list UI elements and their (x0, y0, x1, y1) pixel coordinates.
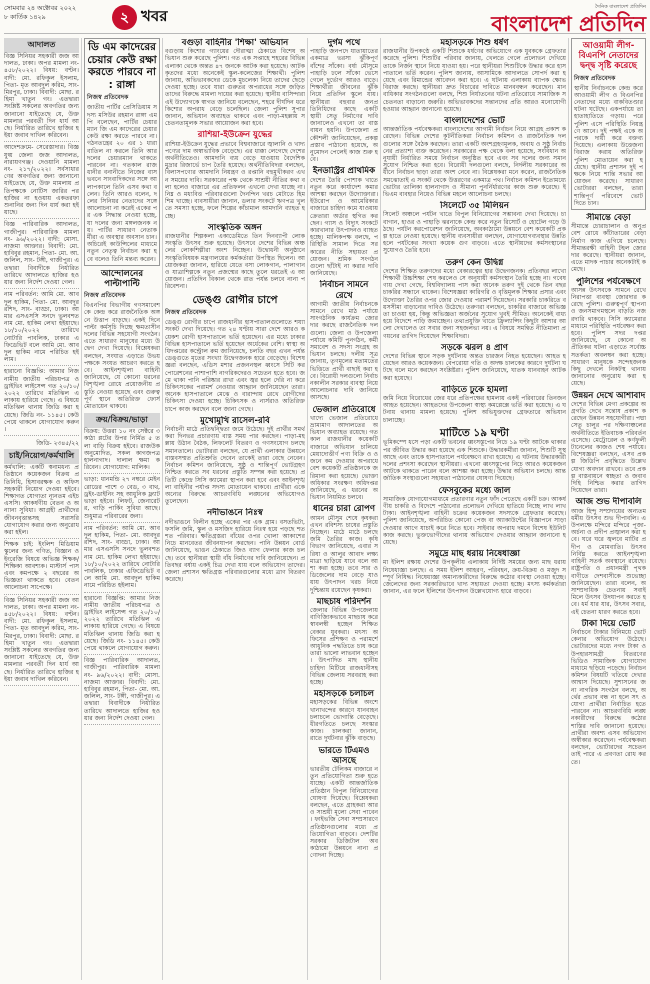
article-body: স্থানীয় নির্বাচনকে কেন্দ্র করে আওয়ামী লীগ ও বিএনপির নেতাদের মধ্যে বাকবিতণ্ডার ঘটনা ঘটেছে। একপর্যায়ে তা হাতাহাতিতে গড়ায়। পরে পুলিশ এসে পরিস্থিতি নিয়ন্ত্রণে আনে। দুই পক্ষই একে অপরকে দায়ী করে বক্তব্য দিয়েছে। এলাকায় উত্তেজনা বিরাজ করায় অতিরিক্ত পুলিশ মোতায়েন করা হয়েছে। স্থানীয় প্রশাসন দুই পক্ষকে নিয়ে শান্তি সভার আয়োজন করেছে। সাধারণ ভোটাররা বলছেন, তারা শান্তিপূর্ণ পরিবেশে ভোট দিতে চান। (574, 84, 643, 207)
headline: ধানের চারা রোপণ (312, 504, 375, 515)
headline: ফেসবুকের মধ্যে জাল (438, 485, 511, 496)
column-rule (162, 38, 163, 980)
article (383, 258, 566, 340)
article-body: ডেঙ্গু রোগীর চাপে রাজধানীর হাসপাতালগুলোতে শয্যা সংকট দেখা দিয়েছে। গত ২৪ ঘণ্টায় সারা দেশে আরও কয়েকশ রোগী হাসপাতালে ভর্তি হয়েছেন। এর মধ্যে ঢাকার বিভিন্ন হাসপাতালে ভর্তি হয়েছেন অর্ধেকের বেশি। স্বাস্থ্য অধিদপ্তরের কন্ট্রোল রুম জানিয়েছে, চলতি বছর এখন পর্যন্ত ডেঙ্গুতে মৃতের সংখ্যা উদ্বেগজনক হারে বেড়েছে। বিশেষজ্ঞরা বলছেন, এডিস মশার প্রজননস্থল ধ্বংসে সিটি করপোরেশনের পাশাপাশি নাগরিকদেরও সচেতন হতে হবে। জমে থাকা পানি পরিষ্কার রাখা এবং জ্বর হলে দেরি না করে চিকিৎসকের পরামর্শ নেওয়ার আহ্বান জানিয়েছেন তারা। অনেক হাসপাতালে মেঝে ও বারান্দায় রেখে রোগীদের চিকিৎসা দেওয়া হচ্ছে। চিকিৎসক ও নার্সরাও অতিরিক্ত চাপে কাজ করছেন বলে জানা গেছে। (165, 319, 305, 413)
article (571, 619, 646, 766)
article (310, 38, 378, 163)
article (383, 427, 566, 483)
column-rule (380, 38, 381, 980)
column-2 (84, 38, 160, 980)
article (165, 223, 305, 291)
article-body: আজ হিন্দু সম্প্রদায়ের অন্যতম ধর্মীয় উৎসব শুভ দীপাবলি। এ উপলক্ষে মন্দিরে মন্দিরে পূজা-অর্চনা ও প্রদীপ প্রজ্বালন করা হবে। ঘরে ঘরে জ্বলবে মাটির প্রদীপ ও মোমবাতি। উৎসব নির্বিঘ্ন করতে আইনশৃঙ্খলা বাহিনী সতর্ক অবস্থানে রয়েছে। রাষ্ট্রপতি ও প্রধানমন্ত্রী পৃথক বাণীতে দেশবাসীকে শুভেচ্ছা জানিয়েছেন। তারা বলেন, অসাম্প্রদায়িক চেতনায় সবাই মিলে উৎসব উদযাপন করতে হবে। ধর্ম যার যার, উৎসব সবার, এই চেতনা ধারণ করতে হবে। (571, 507, 646, 616)
headline: বাড়িতে ঢুকে হামলা (441, 384, 508, 395)
article-body: জমি নিয়ে বিরোধের জের ধরে প্রতিপক্ষের হামলায় একই পরিবারের তিনজন আহত হয়েছেন। আহতদের উপজেলা স্বাস্থ্য কমপ্লেক্সে ভর্তি করা হয়েছে। এ ঘটনায় থানায় মামলা হয়েছে। পুলিশ অভিযুক্তদের গ্রেফতারে অভিযান চালাচ্ছে। (383, 395, 566, 424)
headline: রাশিয়া-ইউক্রেন যুদ্ধের (197, 130, 273, 141)
article (310, 405, 378, 502)
classified-item: হারানো বিজ্ঞপ্তি: আমার নিজ নামীয় জাতীয় পরিচয়পত্র ও ড্রাইভিং লাইসেন্স গত ২০/১০/২০২২ তারিখে মতিঝিল এলাকায় হারিয়ে গেছে। এ বিষয়ে মতিঝিল থানায় জিডি করা হয়েছে। জিডি নং- ১১৪৫। কেউ পেয়ে থাকলে যোগাযোগ করুন। (84, 595, 160, 656)
article (383, 116, 566, 198)
headline: সমুদ্রে মাছ ধরায় নিষেধাজ্ঞা (429, 549, 520, 560)
article (571, 277, 646, 388)
headline: নির্বাচন সামনে রেখে (319, 280, 369, 301)
headline: ডি এম কাদেরের চেয়ার কেউ রক্ষা করতে পারবে না : রাঙ্গা (87, 41, 157, 91)
article-body: জেলার বিভিন্ন উপজেলায় বাণিজ্যিকভাবে মাছচাষ করে স্বাবলম্বী হচ্ছেন শিক্ষিত বেকার যুবকরা। মৎস্য অফিসের প্রশিক্ষণ ও পরামর্শে আধুনিক পদ্ধতিতে চাষ করে তারা ভালো লাভবান হচ্ছেন। উৎপাদিত মাছ স্থানীয় চাহিদা মিটিয়ে রাজধানীসহ বিভিন্ন জেলায় সরবরাহ করা হচ্ছে। (310, 606, 378, 686)
classified-heading: চাই/নিয়োগ/কর্মখালি (4, 449, 79, 464)
article (383, 201, 566, 254)
article (310, 280, 378, 401)
article (383, 343, 566, 382)
classified-item: শিক্ষক চাই: ইংলিশ মিডিয়াম স্কুলের জন্য গণিত, বিজ্ঞান ও ইংরেজি বিষয়ে অভিজ্ঞ শিক্ষক/শিক্ষিকা আবশ্যক। মাস্টার্স পাস এবং কমপক্ষে ২ বছরের অভিজ্ঞতা থাকতে হবে। বেতন আলোচনা সাপেক্ষে। (4, 541, 79, 594)
classified-signature: জিডি- ২৩৪৫/২২ (36, 440, 79, 448)
classified-item: ভাড়া: ধানমন্ডি ২৭ নম্বরে মেইন রোডের পাশে ৩ বেড, ৩ বাথ, ড্রইং-ডাইনিং সহ আধুনিক ফ্ল্যাট ভাড়া হইবে। লিফট, জেনারেটর, গাড়ি পার্কিং সুবিধা আছে। শুধুমাত্র পরিবারের জন্য। (84, 476, 160, 522)
article-body: ভারতীয় টেলিকম বাজারে নতুন প্রতিযোগিতা শুরু হতে যাচ্ছে। একটি আন্তর্জাতিক প্রতিষ্ঠান বিপুল বিনিয়োগের ঘোষণা দিয়েছে। বিশ্লেষকরা বলছেন, এতে গ্রাহকরা আরও সাশ্রয়ী মূল্যে সেবা পাবেন। ফাইভজি সেবা সম্প্রসারণে প্রতিষ্ঠানগুলোর মধ্যে প্রতিযোগিতা বাড়বে। দেশটির সরকার ডিজিটাল অবকাঠামো উন্নয়নে নানা প্রণোদনা দিচ্ছে। (310, 765, 378, 860)
article-body: দেশের বিভিন্ন স্থানে সড়ক দুর্ঘটনায় অন্তত চারজন নিহত হয়েছেন। আহত হয়েছেন আরও কয়েকজন। বেপরোয়া গতি ও অদক্ষ চালকের কারণে দুর্ঘটনা ঘটছে বলে মনে করছেন সংশ্লিষ্টরা। পুলিশ জানিয়েছে, ঘাতক যানবাহন আটক করা হয়েছে। (383, 353, 566, 382)
section-header (112, 5, 167, 30)
article (310, 746, 378, 860)
article-body: রাজধানীর উপকণ্ঠে একটি শিশুকে ধর্ষণের অভিযোগে এক যুবককে গ্রেফতার করেছে পুলিশ। শিশুটির পরিবার জানায়, খেলতে গেলে প্রলোভন দেখিয়ে তাকে নির্জন স্থানে নিয়ে যাওয়া হয়। পরে স্থানীয়রা শিশুটিকে উদ্ধার করে হাসপাতালে ভর্তি করেন। পুলিশ জানায়, আসামিকে আদালতে সোপর্দ করা হয়েছে এবং রিমান্ডের আবেদন করা হবে। এ ঘটনায় এলাকায় ব্যাপক ক্ষোভ বিরাজ করছে। স্থানীয়রা দ্রুত বিচারের দাবিতে মানববন্ধন করেছেন। মানবাধিকার সংগঠনগুলো বলছে, শিশু নির্যাতনের ঘটনা প্রতিরোধে সামাজিক সচেতনতা বাড়ানো জরুরি। অভিভাবকদের সন্তানদের প্রতি আরও মনোযোগী হওয়ার আহ্বান জানানো হয়েছে। (383, 48, 566, 113)
headline: মাছচাষ পরিদর্শন (316, 596, 372, 607)
headline: সাংস্কৃতিক অঙ্গন (208, 222, 262, 233)
section-number: ২ (112, 5, 137, 30)
article (165, 294, 305, 413)
classified-item: নাম পরিবর্তন: আমি মো. আবদুল হাকিম, পিতা- মো. আবদুর রশিদ, সাং- বাড্ডা, ঢাকা। আমার এসএসসি সনদে ভুলবশত নাম মো. হাকিম লেখা হইয়াছে। ১৮/১০/২০২২ তারিখে নোটারি পাবলিক, ঢাকার এফিডেভিট বলে আমি মো. আবদুল হাকিম নামে পরিচিত হইলাম। (84, 525, 160, 593)
headline: পুলিশের পর্যবেক্ষণে (576, 276, 641, 287)
column-3 (165, 38, 305, 980)
headline: মাটিতে ১৯ ঘণ্টা (440, 426, 509, 439)
article (310, 597, 378, 686)
article (165, 130, 305, 219)
article-body: আমন মৌসুম শেষে কৃষকরা এখন রবিশস্য চাষের প্রস্তুতি নিচ্ছেন। মাঠে মাঠে চলছে জমি তৈরির কাজ। কৃষি বিভাগ জানিয়েছে, এবার সরিষা ও আলুর আবাদ লক্ষ্যমাত্রা ছাড়িয়ে যাবে বলে আশা করা হচ্ছে। তবে সার ও ডিজেলের দাম বেড়ে যাওয়ায় উৎপাদন খরচ নিয়ে দুশ্চিন্তায় রয়েছেন কৃষকরা। (310, 514, 378, 594)
paper-name: বাংলাদেশ প্রতিদিন (491, 11, 646, 36)
article-body: দেশের তৈরি পোশাক খাতে নতুন করে কার্যাদেশ কমার আশঙ্কা করছেন উদ্যোক্তারা। ইউরোপ ও আমেরিকার বাজারে চাহিদা কমে যাওয়ায় ক্রেতারা অর্ডার স্থগিত করছেন। গ্যাস ও বিদ্যুৎ সংকটে কারখানার উৎপাদনও ব্যাহত হচ্ছে। মালিকপক্ষ বলছে, পরিস্থিতি সামাল দিতে সরকারের নীতি সহায়তা প্রয়োজন। শ্রমিক সংগঠনগুলো ছাঁটাই না করার দাবি জানিয়েছে। (310, 176, 378, 278)
paper-logo (491, 4, 646, 36)
headline: ইনডাস্ট্রির প্রাথমিক (312, 166, 376, 177)
headline: বগুড়া বাহিনীর 'শিক্ষা' অভিযান (181, 38, 289, 48)
byline: নিজস্ব প্রতিবেদক (574, 74, 616, 82)
article-body: আসন্ন উৎসবকে সামনে রেখে নিরাপত্তা ব্যবস্থা জোরদার করেছে পুলিশ। গুরুত্বপূর্ণ স্থাপনা ও জনসমাগমস্থলে বাড়তি নজরদারি থাকবে। সিসি ক্যামেরার মাধ্যমে পরিস্থিতি পর্যবেক্ষণ করা হবে। পুলিশ সদর দপ্তর জানিয়েছে, যে কোনো অপ্রীতিকর ঘটনা এড়াতে সর্বোচ্চ সতর্কতা অবলম্বন করা হচ্ছে। সাধারণ মানুষকে সন্দেহজনক কিছু দেখলে নিকটস্থ থানায় জানানোর অনুরোধ করা হয়েছে। (571, 286, 646, 388)
article (84, 38, 160, 266)
section-name: খবর (141, 7, 168, 25)
classified-heading: ক্রয়/বিক্রয়/ভাড়া (84, 413, 160, 428)
classified-item: বিক্রয়: উত্তরা ১০ নং সেক্টরে ৩ কাঠা প্লটের উপর নির্মিত ৫ তলা বাড়ি বিক্রয় হইবে। রাজউক অনুমোদিত, সকল কাগজপত্র হালনাগাদ। দালাল ক্ষমা করিবেন। যোগাযোগ: মালিক। (84, 428, 160, 474)
article (165, 38, 305, 127)
headline: বাংলাদেশের ভোট (444, 116, 505, 127)
column-rule (568, 38, 569, 980)
headline: ডেঙ্গু রোগীর চাপে (192, 293, 278, 306)
byline: নিজস্ব প্রতিবেদক (87, 94, 129, 102)
column-4 (310, 38, 378, 980)
classified-item: হারানো বিজ্ঞপ্তি: আমার নিজ নামীয় জাতীয় পরিচয়পত্র ও ড্রাইভিং লাইসেন্স গত ২০/১০/২০২২ তারিখে মতিঝিল এলাকায় হারিয়ে গেছে। এ বিষয়ে মতিঝিল থানায় জিডি করা হয়েছে। জিডি নং- ১১৪৫। কেউ পেয়ে থাকলে যোগাযোগ করুন। (4, 368, 79, 436)
article-body: রাজধানীর শিল্পকলা একাডেমিতে তিন দিনব্যাপী লোকসংস্কৃতি উৎসব শুরু হয়েছে। উৎসবে দেশের বিভিন্ন অঞ্চলের লোকশিল্পীরা অংশ নিচ্ছেন। উদ্বোধনী অনুষ্ঠানে সংস্কৃতিবিষয়ক মন্ত্রণালয়ের কর্মকর্তারা উপস্থিত ছিলেন। আয়োজকরা জানান, হারিয়ে যেতে বসা লোকগান, পালাগান ও যাত্রাশিল্পকে নতুন প্রজন্মের কাছে তুলে ধরতেই এ আয়োজন। প্রতিদিন বিকাল থেকে রাত পর্যন্ত চলবে নানা পরিবেশনা। (165, 233, 305, 291)
classified-item: বিজ্ঞ সিনিয়র সহকারী জজ আদালত, ঢাকা। অপর মামলা নং- ৪৫৮/২০২২। বিষয়: বণ্টন। বাদী: মো. রফিকুল ইসলাম, পিতা- মৃত আবদুল করিম, সাং- মিরপুর, ঢাকা। বিবাদী: মোছা. রহিমা খাতুন গং। এতদ্বারা সংশ্লিষ্ট সকলের অবগতির জন্য জানানো যাইতেছে যে, উক্ত মামলার পরবর্তী দিন ধার্য আছে। নির্ধারিত তারিখে হাজির হইয়া জবাব দাখিল করিবেন। (4, 53, 79, 142)
headline: টাকা দিয়ে ভোট (581, 618, 636, 629)
column-rule (81, 38, 82, 980)
classified-heading: আদালত (4, 38, 79, 53)
classified-item: নাম পরিবর্তন: আমি মো. আবদুল হাকিম, পিতা- মো. আবদুর রশিদ, সাং- বাড্ডা, ঢাকা। আমার এসএসসি সনদে ভুলবশত নাম মো. হাকিম লেখা হইয়াছে। ১৮/১০/২০২২ তারিখে নোটারি পাবলিক, ঢাকার এফিডেভিট বলে আমি মো. আবদুল হাকিম নামে পরিচিত হইলাম। (4, 291, 79, 366)
article-body: দেশের শিক্ষিত তরুণদের মধ্যে বেকারত্বের হার উদ্বেগজনক। প্রতিবছর লাখো শিক্ষার্থী উচ্চশিক্ষা শেষ করলেও সে অনুযায়ী কর্মসংস্থান তৈরি হচ্ছে না। গবেষণায় দেখা গেছে, বিশ্ববিদ্যালয় পাস করা অনেক তরুণ দুই থেকে তিন বছর চাকরির সন্ধানে থাকেন। বিশেষজ্ঞরা কারিগরি ও বৃত্তিমূলক শিক্ষার প্রসার এবং উদ্যোক্তা তৈরির ওপর জোর দেওয়ার পরামর্শ দিয়েছেন। সরকারি চাকরিতে বয়সসীমা বাড়ানোর দাবিও উঠেছে। তরুণরা বলছেন, চাকরির বাজারে অভিজ্ঞতা চাওয়া হয়, কিন্তু অভিজ্ঞতা অর্জনের সুযোগ খুবই সীমিত। অনেকেই বাধ্য হয়ে বিদেশে পাড়ি জমাচ্ছেন। তথ্যপ্রযুক্তি খাতে ফ্রিল্যান্সিং কিছুটা আশার আলো দেখালেও তা সবার জন্য সহজলভ্য নয়। এ বিষয়ে সমন্বিত নীতিমালা প্রণয়নের তাগিদ দিয়েছেন শিক্ষাবিদরা। (383, 267, 566, 340)
classified-item: বিজ্ঞ পারিবারিক আদালত, গাজীপুর। পারিবারিক মামলা নং- ৯৬/২০২২। বাদী: মোসা. নাজমা আক্তার। বিবাদী: মো. হাবিবুর রহমান, পিতা- মো. আ. জলিল, সাং- টঙ্গী, গাজীপুর। এতদ্বারা বিবাদীকে নির্ধারিত তারিখে আদালতে হাজির হওয়ার জন্য নির্দেশ দেওয়া গেল। (84, 657, 160, 725)
article-body: নির্বাচনে টাকার বিনিময়ে ভোট কেনার অভিযোগ উঠেছে। ভোটারদের মধ্যে নগদ টাকা ও উপহারসামগ্রী বিতরণের ভিডিও সামাজিক যোগাযোগমাধ্যমে ছড়িয়ে পড়েছে। নির্বাচন কমিশন বিষয়টি খতিয়ে দেখার আশ্বাস দিয়েছে। সুশাসনের জন্য নাগরিক সংগঠন বলছে, অর্থের প্রভাব বন্ধ না হলে সৎ ও যোগ্য প্রার্থীরা নির্বাচিত হতে পারবেন না। আচরণবিধি লঙ্ঘনকারীদের বিরুদ্ধে কঠোর শাস্তির দাবি জানানো হয়েছে। প্রার্থীরা অবশ্য এসব অভিযোগ অস্বীকার করেছেন। পর্যবেক্ষকরা বলছেন, ভোটারদের সচেতনতাই পারে এ প্রবণতা রোধ করতে। (571, 628, 646, 766)
article-body: মা ইলিশ রক্ষায় দেশের উপকূলীয় এলাকায় নির্দিষ্ট সময়ের জন্য মাছ ধরায় নিষেধাজ্ঞা চলছে। এ সময় ইলিশ আহরণ, পরিবহন, ক্রয়-বিক্রয় ও মজুদ সম্পূর্ণ নিষিদ্ধ। নিষেধাজ্ঞা অমান্যকারীদের বিরুদ্ধে কঠোর ব্যবস্থা নেওয়া হচ্ছে। জেলেদের জন্য সরকারিভাবে খাদ্য সহায়তা দেওয়া হচ্ছে। মৎস্য কর্মকর্তারা জানান, এর ফলে ইলিশের উৎপাদন উল্লেখযোগ্য হারে বাড়বে। (383, 559, 566, 596)
article (383, 38, 566, 113)
article (310, 166, 378, 277)
paper-tagline: দৈনিক বাংলাদেশ প্রতিদিন (595, 4, 646, 10)
article (383, 486, 566, 547)
headline: ভেজাল প্রতিরোধে (312, 404, 376, 415)
headline: আওয়ামী লীগ-বিএনপি নেতাদের দ্বন্দ্ব সৃষ্টি করেছে (578, 41, 639, 72)
headline: নদীভাঙনে নিঃস্ব (207, 508, 263, 519)
article-body: সীমান্তে চোরাচালান ও অনুপ্রবেশ রোধে কাঁটাতারের বেড়া নির্মাণ কাজ এগিয়ে চলেছে। সীমান্তরক্ষী বাহিনী টহল জোরদার করেছে। স্থানীয়রা জানান, এতে মাদক পাচার অনেকটাই কমেছে। (571, 223, 646, 274)
article-body: পাহাড়ি জনপদে যাতায়াতের একমাত্র ভরসা ঝুঁকিপূর্ণ বাঁশের সাঁকো। বর্ষা মৌসুমে পাহাড়ি ঢলে সাঁকো ভেসে গেলে দুর্ভোগ আরও বাড়ে। শিক্ষার্থীরা জীবনের ঝুঁকি নিয়ে প্রতিদিন স্কুলে যায়। স্থানীয়রা বহুবার জনপ্রতিনিধিদের কাছে একটি স্থায়ী সেতু নির্মাণের দাবি জানালেও এখনো তা বাস্তবায়ন হয়নি। উপজেলা প্রকৌশলী জানিয়েছেন, প্রকল্প প্রস্তাব পাঠানো হয়েছে, অনুমোদন পেলেই কাজ শুরু হবে। (310, 48, 378, 164)
headline: সিলেটে ৩৫ মিলিয়ন (440, 201, 509, 212)
article (310, 504, 378, 593)
classified-item: বিজ্ঞ পারিবারিক আদালত, গাজীপুর। পারিবারিক মামলা নং- ৯৬/২০২২। বাদী: মোসা. নাজমা আক্তার। বিবাদী: মো. হাবিবুর রহমান, পিতা- মো. আ. জলিল, সাং- টঙ্গী, গাজীপুর। এতদ্বারা বিবাদীকে নির্ধারিত তারিখে আদালতে হাজির হওয়ার জন্য নির্দেশ দেওয়া গেল। (4, 221, 79, 289)
article-body: আন্তর্জাতিক পর্যবেক্ষকরা বাংলাদেশের আগামী নির্বাচন নিয়ে আগ্রহ প্রকাশ করেছেন। বিভিন্ন দেশের কূটনীতিকরা নির্বাচন কমিশন ও রাজনৈতিক দলগুলোর সঙ্গে বৈঠক করছেন। তারা একটি অংশগ্রহণমূলক, অবাধ ও সুষ্ঠু নির্বাচনের প্রত্যাশা ব্যক্ত করেছেন। সরকারের পক্ষ থেকে বলা হয়েছে, সংবিধান অনুযায়ী নির্ধারিত সময়ে নির্বাচন অনুষ্ঠিত হবে এবং সব দলের জন্য সমান সুযোগ নিশ্চিত করা হবে। বিরোধী দলগুলো বলছে, নির্দলীয় সরকারের অধীনে নির্বাচন ছাড়া তারা অংশ নেবে না। বিশ্লেষকরা মনে করেন, রাজনৈতিক সমঝোতাই এ সংকট থেকে উত্তরণের একমাত্র পথ। নির্বাচন কমিশন ইতোমধ্যে ভোটার তালিকা হালনাগাদ ও সীমানা পুনর্নির্ধারণের কাজ শুরু করেছে। ইভিএম ব্যবহার নিয়েও বিভিন্ন মহলে আলোচনা চলছে। (383, 126, 566, 199)
headline: সীমান্তে বেড়া (586, 213, 631, 224)
date-bengali: ৮ কার্তিক ১৪২৯ (4, 14, 46, 21)
byline: নিজস্ব প্রতিবেদক (84, 292, 126, 300)
article (571, 391, 646, 495)
article-body: রাশিয়া-ইউক্রেন যুদ্ধের প্রভাবে বিশ্ববাজারে জ্বালানি ও খাদ্যপণ্যের দাম অস্বাভাবিক বেড়েছে। এর ধাক্কা লেগেছে দেশের অর্থনীতিতেও। আমদানি ব্যয় বেড়ে যাওয়ায় বৈদেশিক মুদ্রার রিজার্ভে চাপ তৈরি হয়েছে। অর্থনীতিবিদরা বলছেন, বিলাসপণ্যের আমদানি নিয়ন্ত্রণ ও রপ্তানি বহুমুখীকরণ এখন সময়ের দাবি। সরকারের পক্ষ থেকে সাশ্রয়ী নীতির কথা বলা হলেও বাজারে এর প্রতিফলন এখনো দেখা যাচ্ছে না। নিম্ন ও মধ্যবিত্ত পরিবারগুলো দৈনন্দিন খরচ মেটাতে হিমশিম খাচ্ছে। ব্যবসায়ীরা জানান, ডলার সংকটে ঋণপত্র খুলতে সমস্যা হচ্ছে, ফলে শিল্পের কাঁচামাল আমদানি ব্যাহত হচ্ছে। (165, 140, 305, 220)
headline: মহাসড়কে চলাচল (314, 689, 374, 700)
article-body: নির্বাচনী মাঠে প্রতিদ্বন্দ্বিতা জমে উঠেছে। দুই প্রার্থীর সমর্থকরা দিনভর প্রচারণায় ব্যস্ত সময় পার করছেন। পাড়া-মহল্লায় উঠান বৈঠক, লিফলেট বিতরণ ও গণসংযোগ চলছে সমানতালে। ভোটাররা বলছেন, যে প্রার্থী এলাকার উন্নয়নে বাস্তবসম্মত প্রতিশ্রুতি দেবেন তাকেই তারা বেছে নেবেন। নির্বাচন কমিশন জানিয়েছে, সুষ্ঠু ও শান্তিপূর্ণ ভোটগ্রহণ নিশ্চিত করতে সব ধরনের প্রস্তুতি সম্পন্ন করা হয়েছে। প্রতিটি কেন্দ্রে সিসি ক্যামেরা স্থাপন করা হবে এবং আইনশৃঙ্খলা বাহিনীর পর্যাপ্ত সদস্য মোতায়েন থাকবে। প্রার্থীরা একে অন্যের বিরুদ্ধে আচরণবিধি লঙ্ঘনের অভিযোগও তুলেছেন। (165, 426, 305, 506)
headline: তরুণ কেন উদ্বিগ্ন (445, 257, 504, 268)
article-body: জাতীয় পার্টির প্রেসিডিয়াম সদস্য মসিউর রহমান রাঙ্গা এমপি বলেছেন, পার্টির চেয়ারম্যান জি এম কাদেরের চেয়ার কেউ রক্ষা করতে পারবে না। গঠনতন্ত্রের ২০ এর ১ ধারা বাতিল না করলে তিনি আর দলের চেয়ারম্যান থাকতে পারবেন না। গতকাল রাজধানীর বনানীতে নিজের বাসভবনে সাংবাদিকদের সঙ্গে আলাপকালে তিনি এসব কথা বলেন। তিনি আরও বলেন, দলের সিনিয়র নেতাদের সঙ্গে আলোচনা না করেই একের পর এক সিদ্ধান্ত নেওয়া হচ্ছে, যা দলের জন্য মঙ্গলজনক নয়। পার্টির সাধারণ নেতাকর্মীরা এ অবস্থার অবসান চান। অচিরেই কাউন্সিলের মাধ্যমে নতুন নেতৃত্ব নির্বাচন করা হবে বলেও তিনি মন্তব্য করেন। (87, 104, 157, 263)
article-body: সিলেট অঞ্চলে পর্যটন খাতে বিপুল বিনিয়োগের সম্ভাবনা দেখা দিয়েছে। চা বাগান, হাওর ও পাহাড়ি ঝরনাকে কেন্দ্র করে নতুন রিসোর্ট ও হোটেল গড়ে উঠছে। পর্যটন করপোরেশন জানিয়েছে, অবকাঠামো উন্নয়নে বেশ কয়েকটি প্রকল্প হাতে নেওয়া হয়েছে। স্থানীয় ব্যবসায়ীরা বলছেন, যোগাযোগব্যবস্থার উন্নতি হলে পর্যটকের সংখ্যা কয়েক গুণ বাড়বে। এতে স্থানীয়দের কর্মসংস্থানের সুযোগও তৈরি হবে। (383, 211, 566, 255)
article-body: নদীভাঙনে বিলীন হচ্ছে একের পর এক গ্রাম। বসতভিটা, ফসলি জমি, স্কুল ও মসজিদ হারিয়ে নিঃস্ব হয়ে পড়ছে শত শত পরিবার। ক্ষতিগ্রস্তরা বাঁধের ওপর খোলা আকাশের নিচে মানবেতর জীবনযাপন করছেন। পানি উন্নয়ন বোর্ড জানিয়েছে, ভাঙন ঠেকাতে জিও ব্যাগ ফেলার কাজ চলছে। তবে স্থানীয়রা স্থায়ী বাঁধ নির্মাণের দাবি জানিয়েছেন। প্রতিবছর বর্ষায় একই চিত্র দেখা যায় বলে অভিযোগ তাদের। জেলা প্রশাসন ক্ষতিগ্রস্ত পরিবারগুলোর মধ্যে ত্রাণ বিতরণ করেছে। (165, 518, 305, 584)
article-body: আগামী জাতীয় নির্বাচনকে সামনে রেখে মাঠ পর্যায়ে সাংগঠনিক কার্যক্রম জোরদার করছে রাজনৈতিক দলগুলো। জেলা ও উপজেলা পর্যায়ে কমিটি পুনর্গঠন, কর্মী সমাবেশ ও সদস্য সংগ্রহ অভিযান চলছে। দলীয় সূত্র জানায়, তৃণমূলের মতামতের ভিত্তিতে প্রার্থী বাছাই করা হবে। বিরোধী দলগুলো নির্বাচনকালীন সরকার ব্যবস্থা নিয়ে আলোচনার দাবি জানিয়ে আসছে। (310, 300, 378, 402)
article-body: খাদ্যে ভেজাল প্রতিরোধে ভ্রাম্যমাণ আদালতের অভিযান অব্যাহত রয়েছে। গতকাল রাজধানীর কয়েকটি বাজারে অভিযান চালিয়ে মেয়াদোত্তীর্ণ পণ্য বিক্রি ও ওজনে কম দেওয়ার অপরাধে বেশ কয়েকটি প্রতিষ্ঠানকে জরিমানা করা হয়েছে। ভোক্তা অধিকার সংরক্ষণ অধিদপ্তর জানিয়েছে, এ ধরনের অভিযান নিয়মিত চলবে। (310, 414, 378, 502)
classified-item: বিজ্ঞ সিনিয়র সহকারী জজ আদালত, ঢাকা। অপর মামলা নং- ৪৫৮/২০২২। বিষয়: বণ্টন। বাদী: মো. রফিকুল ইসলাম, পিতা- মৃত আবদুল করিম, সাং- মিরপুর, ঢাকা। বিবাদী: মোছা. রহিমা খাতুন গং। এতদ্বারা সংশ্লিষ্ট সকলের অবগতির জন্য জানানো যাইতেছে যে, উক্ত মামলার পরবর্তী দিন ধার্য আছে। নির্ধারিত তারিখে হাজির হইয়া জবাব দাখিল করিবেন। (4, 597, 79, 686)
headline: আন্দোলনের পাল্টাপাল্টি (100, 268, 144, 290)
column-5 (383, 38, 566, 980)
article (165, 416, 305, 505)
headline: আজ শুভ দীপাবলি (575, 497, 642, 508)
headline: ভারতে টিএমও আসছে (318, 745, 370, 766)
headline: মুখোমুখি রাসেল-রবি (200, 415, 270, 426)
byline: নিজস্ব প্রতিবেদক (165, 309, 207, 317)
article-body: ভূমিকম্পে ধসে পড়া একটি ভবনের ধ্বংসস্তূপের নিচে ১৯ ঘণ্টা আটকে থাকার পর জীবিত উদ্ধার করা হয়েছে এক শিশুকে। উদ্ধারকর্মীরা জানান, শিশুটি সুস্থ আছে এবং তাকে হাসপাতালে পর্যবেক্ষণে রাখা হয়েছে। এ ঘটনায় উদ্ধারকারী দলের প্রশংসা করেছেন স্থানীয়রা। এখনো ধ্বংসস্তূপের নিচে আরও কয়েকজন আটকে থাকতে পারেন বলে আশঙ্কা করা হচ্ছে। উদ্ধার অভিযান চলছে। আন্তর্জাতিক সংস্থাগুলো সহায়তা পাঠানোর ঘোষণা দিয়েছে। (383, 439, 566, 483)
article (571, 38, 646, 210)
headline: উন্নয়ন দেখে আশাবাদ (571, 390, 646, 401)
article (571, 213, 646, 274)
article (310, 689, 378, 742)
article (383, 385, 566, 424)
headline: দুর্গম পথে (327, 38, 361, 48)
article-body: দেশের বিভিন্ন মেগা প্রকল্পের অগ্রগতি দেখে সন্তোষ প্রকাশ করেছেন উন্নয়ন সহযোগীরা। পদ্মা সেতু চালুর পর দক্ষিণাঞ্চলের অর্থনীতিতে ইতিবাচক পরিবর্তন এসেছে। মেট্রোরেল ও কর্ণফুলী টানেলের কাজও শেষ পর্যায়ে। বিশেষজ্ঞরা বলছেন, এসব প্রকল্প জিডিপি প্রবৃদ্ধিতে উল্লেখযোগ্য অবদান রাখবে। তবে প্রকল্প বাস্তবায়নে স্বচ্ছতা ও জবাবদিহি নিশ্চিত করার তাগিদ দিয়েছেন তারা। (571, 400, 646, 495)
date-gregorian: সোমবার ২৪ অক্টোবর ২০২২ (4, 5, 76, 12)
masthead (4, 4, 646, 34)
article-body: বগুড়ায় কিশোর গ্যাংয়ের দৌরাত্ম্য ঠেকাতে বিশেষ অভিযান শুরু করেছে পুলিশ। গত এক সপ্তাহে শহরের বিভিন্ন এলাকা থেকে অন্তত ৪৭ জনকে আটক করা হয়েছে। আটককৃতদের মধ্যে অনেকেই স্কুল-কলেজের শিক্ষার্থী। পুলিশ জানায়, অভিভাবকদের ডেকে মুচলেকা নিয়ে তাদের ছেড়ে দেওয়া হচ্ছে। তবে যারা গুরুতর অপরাধের সঙ্গে জড়িত তাদের বিরুদ্ধে মামলা দায়ের করা হয়েছে। স্থানীয় বাসিন্দারা এই উদ্যোগকে স্বাগত জানিয়ে বলেছেন, শহরে দীর্ঘদিন ধরে কিশোর অপরাধ বেড়ে চলেছিল। জেলা পুলিশ সুপার জানান, অভিযান অব্যাহত থাকবে এবং পাড়া-মহল্লায় সচেতনতামূলক সভার আয়োজন করা হবে। (165, 48, 305, 128)
date-box (4, 4, 112, 22)
article (383, 549, 566, 595)
article (571, 497, 646, 615)
article (84, 269, 160, 410)
headline: সড়কে ঝরল ৪ প্রাণ (441, 342, 508, 353)
classified-item: কর্মখালি: একটি স্বনামধন্য প্রতিষ্ঠানে কয়েকজন বিক্রয় প্রতিনিধি, হিসাবরক্ষক ও অফিস সহকারী নিয়োগ দেওয়া হইবে। শিক্ষাগত যোগ্যতা ন্যূনতম এইচএসসি। আকর্ষণীয় বেতন ও অন্যান্য সুবিধা। আগ্রহী প্রার্থীদের জীবনবৃত্তান্তসহ সরাসরি যোগাযোগ করার জন্য অনুরোধ করা হইল। (4, 464, 79, 539)
article-body: সামাজিক যোগাযোগমাধ্যমে প্রতারণার নতুন ফাঁদ পেতেছে একটি চক্র। আকর্ষণীয় চাকরি ও বিদেশে পাঠানোর প্রলোভন দেখিয়ে হাতিয়ে নিচ্ছে লাখ লাখ টাকা। আইনশৃঙ্খলা বাহিনী চক্রের কয়েকজন সদস্যকে গ্রেফতার করেছে। পুলিশ জানিয়েছে, অপরিচিত কোনো পেজ বা অ্যাকাউন্টের বিজ্ঞাপনে সাড়া দেওয়ার আগে যাচাই করে নিতে হবে। সাইবার অপরাধ দমনে বিশেষ ইউনিট কাজ করছে। ভুক্তভোগীদের থানায় অভিযোগ দেওয়ার আহ্বান জানানো হয়েছে। (383, 495, 566, 547)
headline: মহাসড়কে শিশু ধর্ষণ (440, 38, 509, 48)
classified-item: আদেশক্রমে- সেরেস্তাদার। বিজ্ঞ যুগ্ম জেলা জজ আদালত, নারায়ণগঞ্জ। দেওয়ানি মামলা নং- ২১৭/২০২২। সর্বসাধারণের অবগতির জন্য জানানো যাইতেছে যে, উক্ত মামলায় প্রতিপক্ষকে নোটিস জারির পর হাজির না হওয়ায় একতরফা শুনানির জন্য দিন ধার্য করা হইয়াছে। (4, 144, 79, 219)
column-6 (571, 38, 646, 980)
column-rule (307, 38, 308, 980)
classifieds-column (4, 38, 79, 980)
article (165, 508, 305, 583)
article-body: বিএনপির বিভাগীয় গণসমাবেশকে কেন্দ্র করে রাজনৈতিক অঙ্গনে উত্তাপ বাড়ছে। একই দিনে পাল্টা কর্মসূচি দিচ্ছে ক্ষমতাসীন দলের বিভিন্ন সহযোগী সংগঠন। এতে সাধারণ মানুষের মধ্যে উদ্বেগ দেখা দিয়েছে। বিশ্লেষকরা বলছেন, সংঘাত এড়াতে উভয় পক্ষকে সংযত আচরণ করতে হবে। আইনশৃঙ্খলা বাহিনী জানিয়েছে, যে কোনো ধরনের বিশৃঙ্খলা রোধে প্রয়োজনীয় প্রস্তুতি নেওয়া হয়েছে এবং গুরুত্বপূর্ণ স্থানে অতিরিক্ত ফোর্স মোতায়েন থাকবে। (84, 302, 160, 411)
article-body: মহাসড়কের বিভিন্ন অংশে খানাখন্দের কারণে যানবাহন চলাচলে ভোগান্তি বেড়েছে। ধীরগতিতে চলছে সংস্কারকাজ। চালকরা জানান, রাতে দুর্ঘটনার ঝুঁকি বাড়ছে। (310, 699, 378, 743)
